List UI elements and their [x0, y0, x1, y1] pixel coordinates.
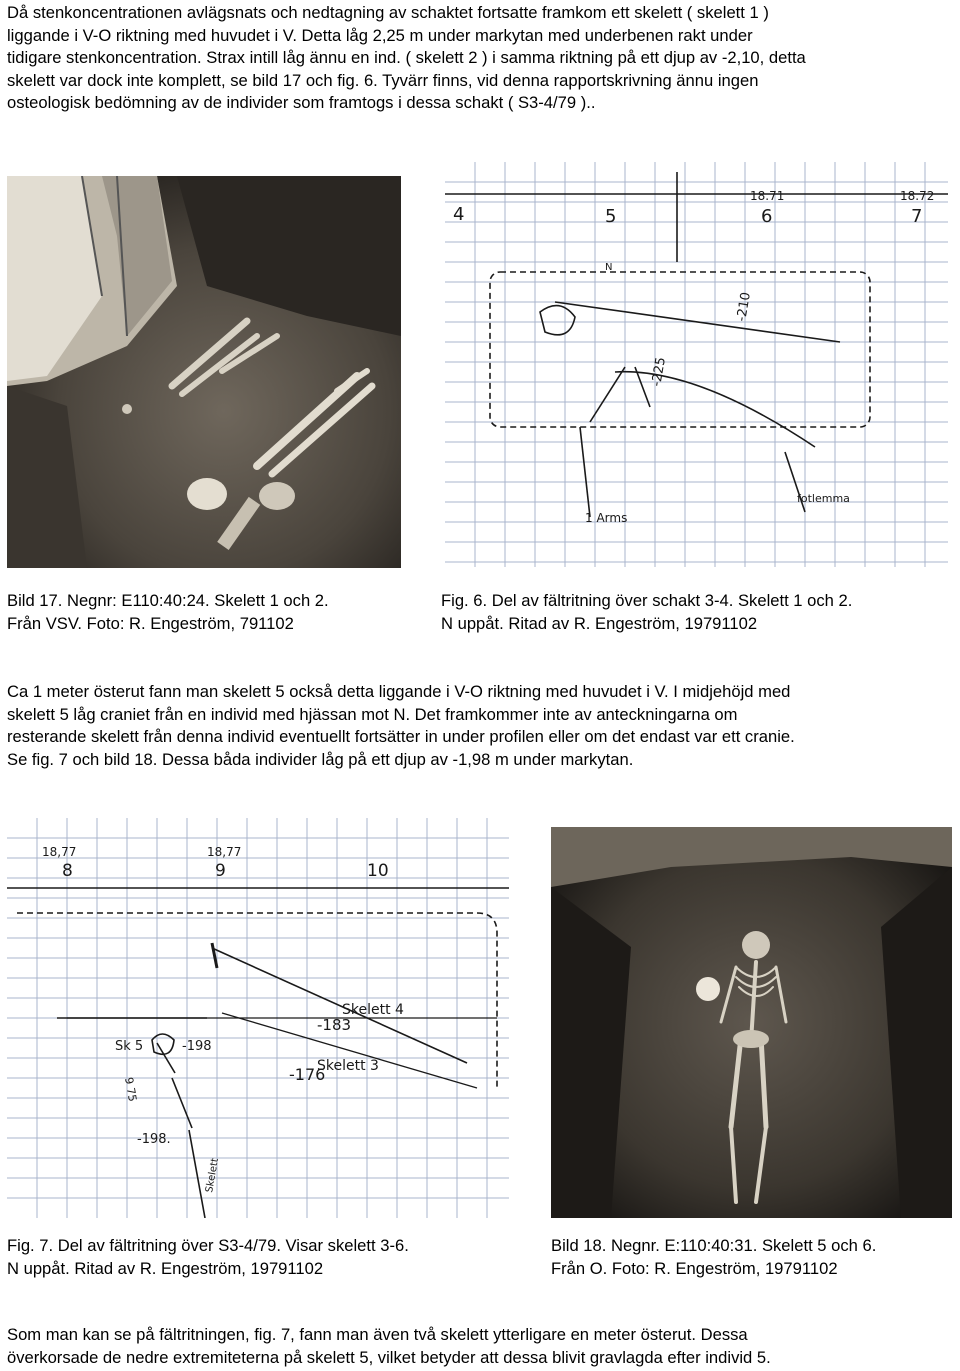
fig7-side-note: Skelett	[204, 1157, 221, 1194]
fig7-depth-183: -183	[317, 1016, 352, 1034]
fig7-label-skelett-5: Sk 5	[115, 1039, 144, 1054]
fig6-grid-6: 6	[761, 206, 773, 227]
fig7-grid-10: 10	[367, 861, 389, 881]
fig7-coord-9: 18,77	[207, 845, 242, 859]
fig6-depth-225: -225	[649, 356, 670, 388]
fig7-coord-8: 18,77	[42, 845, 77, 859]
fig7-depth-198b: -198.	[137, 1132, 171, 1147]
fig6-grid-5: 5	[605, 206, 617, 227]
fig6-grid-4: 4	[453, 204, 465, 225]
fig6-note-arms: 1 Arms	[585, 511, 628, 525]
fig6-coord-7: 18.72	[900, 189, 935, 203]
fig6-north-mark: N	[605, 262, 613, 273]
fig-7-drawing	[7, 818, 509, 1218]
bild-17-caption: Bild 17. Negnr: E110:40:24. Skelett 1 och 2. Från VSV. Foto: R. Engeström, 791102	[7, 591, 329, 633]
fig7-grid-8: 8	[62, 861, 73, 881]
bild-17-photo	[7, 176, 401, 568]
fig7-depth-176: -176	[289, 1065, 326, 1084]
fig6-depth-210: -210	[734, 291, 755, 323]
fig-7-caption: Fig. 7. Del av fältritning över S3-4/79. Visar skelett 3-6. N uppåt. Ritad av R. Engeström, 19791102	[7, 1236, 409, 1278]
fig6-grid-7: 7	[911, 206, 923, 227]
intro-paragraph: Då stenkoncentrationen avlägsnats och nedtagning av schaktet fortsatte framkom ett skelett ( skelett 1 ) liggande i V-O riktning med huvudet i V. Detta låg 2,25 m under markytan med underbenen rakt under tidigare stenkoncentration. Strax intill låg ännu en ind. ( skelett 2 ) i samma riktning på ett djup av -2,10, detta skelett var dock inte komplett, se bild 17 och fig. 6. Tyvärr finns, vid denna rapportskrivning ännu ingen osteologisk bedömning av de individer som framtogs i dessa schakt ( S3-4/79 )..	[7, 3, 806, 113]
fig7-depth-198a: -198	[182, 1039, 212, 1054]
fig7-label-skelett-4: Skelett 4	[342, 1002, 404, 1018]
fig-6-caption: Fig. 6. Del av fältritning över schakt 3-4. Skelett 1 och 2. N uppåt. Ritad av R. Engeström, 19791102	[441, 591, 853, 633]
fig7-label-skelett-3: Skelett 3	[317, 1058, 379, 1074]
final-paragraph: Som man kan se på fältritningen, fig. 7, fann man även två skelett ytterligare en meter österut. Dessa överkorsade de nedre extremiteterna på skelett 5, vilket betyder att dessa blivit gravlagda efter individ 5.	[7, 1325, 771, 1367]
fig7-grid-9: 9	[215, 861, 226, 881]
bild-18-photo	[551, 827, 952, 1218]
fig6-note-fotlemma: fotlemma	[797, 492, 850, 505]
middle-paragraph: Ca 1 meter österut fann man skelett 5 också detta liggande i V-O riktning med huvudet i V. I midjehöjd med skelett 5 låg craniet från en individ med hjässan mot N. Det framkommer inte av anteckningarna om resterande skelett från denna individ eventuellt fortsätter in under profilen eller om det endast var ett cranie. Se fig. 7 och bild 18. Dessa båda individer låg på ett djup av -1,98 m under markytan.	[7, 682, 795, 769]
fig7-depth-975: 9 75	[122, 1076, 140, 1103]
bild-18-caption: Bild 18. Negnr. E:110:40:31. Skelett 5 och 6. Från O. Foto: R. Engeström, 19791102	[551, 1236, 877, 1278]
fig-6-drawing	[445, 162, 948, 567]
fig6-coord-6: 18.71	[750, 189, 785, 203]
